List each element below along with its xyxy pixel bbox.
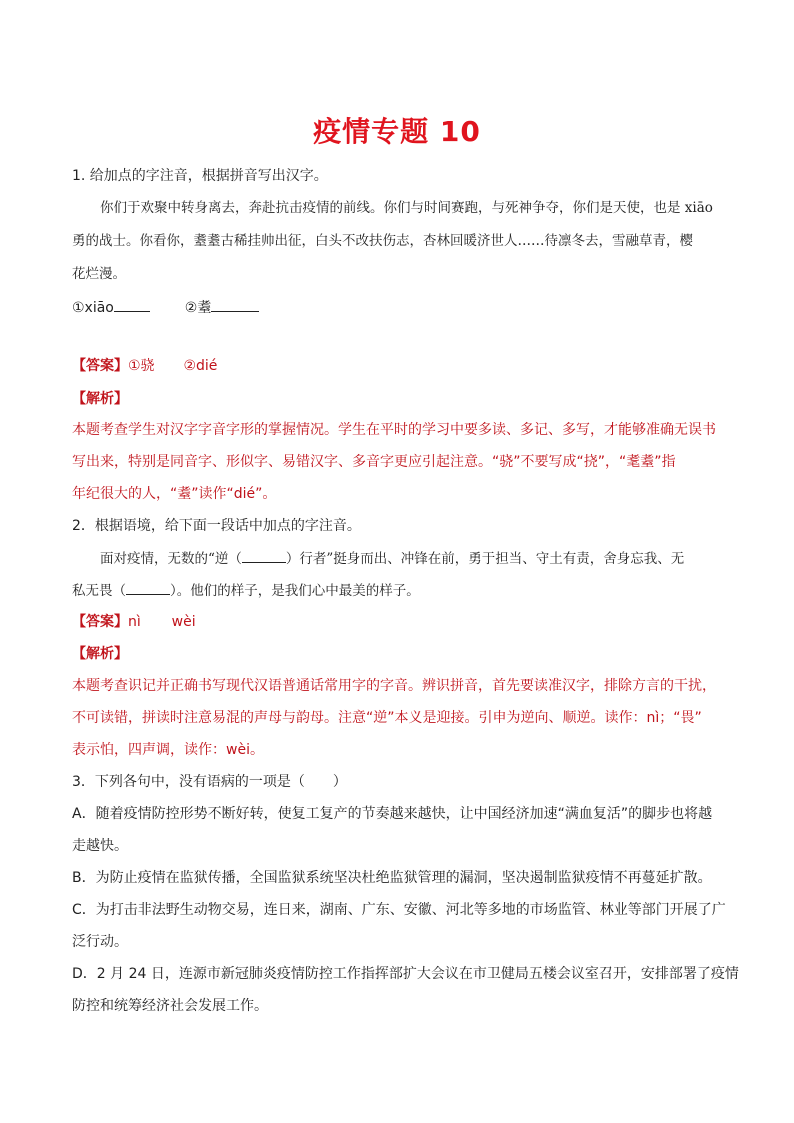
q1-blank1-label: ①xiāo [72, 300, 114, 316]
q2-passage-text: 私无畏（ [72, 583, 126, 599]
q3-option-c-cont: 泛行动。 [72, 934, 128, 950]
analysis-label: 【解析】 [72, 391, 128, 407]
q3-option-a: A．随着疫情防控形势不断好转，使复工复产的节奏越来越快，让中国经济加速“满血复活”的脚步也将越 [72, 806, 713, 822]
answer-label: 【答案】 [72, 614, 128, 630]
q2-passage-text: ）行者”挺身而出、冲锋在前，勇于担当、守土有责，舍身忘我、无 [285, 551, 685, 567]
q2-answer1: nì [128, 614, 141, 630]
q1-answer [72, 356, 217, 376]
q1-passage-line: 你们于欢聚中转身离去，奔赴抗击疫情的前线。你们与时间赛跑，与死神争夺，你们是天使，也是 xiāo [100, 200, 713, 216]
q1-analysis-line: 本题考查学生对汉字字音字形的掌握情况。学生在平时的学习中要多读、多记、多写，才能够准确无误书 [72, 422, 716, 438]
answer-label: 【答案】 [72, 358, 128, 374]
q1-blanks [72, 297, 259, 318]
q1-analysis-line: 写出来，特别是同音字、形似字、易错汉字、多音字更应引起注意。“骁”不要写成“挠”，“耄耋”指 [72, 454, 676, 470]
page-title: 疫情专题 10 [313, 115, 481, 148]
q3-option-d-cont: 防控和统筹经济社会发展工作。 [72, 998, 268, 1014]
q1-blank2-label: ②耋 [184, 300, 212, 316]
analysis-label: 【解析】 [72, 646, 128, 662]
q2-analysis-line: 不可读错，拼读时注意易混的声母与韵母。注意“逆”本义是迎接。引申为逆向、顺逆。读作：nì；“畏” [72, 710, 702, 726]
q2-passage-text: 面对疫情，无数的“逆（ [100, 551, 242, 567]
q3-option-a-cont: 走越快。 [72, 838, 128, 854]
q2-blank2 [126, 580, 170, 595]
q1-blank2 [211, 297, 259, 312]
q2-answer2: wèi [171, 614, 196, 630]
q2-passage-line [100, 548, 684, 569]
q3-option-b: B．为防止疫情在监狱传播，全国监狱系统坚决杜绝监狱管理的漏洞，坚决遏制监狱疫情不再蔓延扩散。 [72, 870, 712, 886]
q1-stem: 1. 给加点的字注音，根据拼音写出汉字。 [72, 168, 328, 184]
q1-blank1 [114, 297, 150, 312]
q1-passage-line: 花烂漫。 [72, 266, 126, 282]
q2-passage-text: ）。他们的样子，是我们心中最美的样子。 [170, 583, 420, 599]
q1-answer2: ②dié [183, 358, 218, 374]
q2-stem: 2．根据语境，给下面一段话中加点的字注音。 [72, 518, 361, 534]
q1-analysis-line: 年纪很大的人，“耋”读作“dié”。 [72, 486, 277, 502]
q2-blank1 [242, 548, 286, 563]
q3-stem: 3．下列各句中，没有语病的一项是（ ） [72, 774, 347, 790]
q3-option-d: D．2 月 24 日，连源市新冠肺炎疫情防控工作指挥部扩大会议在市卫健局五楼会议室召开，安排部署了疫情 [72, 966, 739, 982]
q1-answer1: ①骁 [128, 358, 155, 374]
q1-passage-line: 勇的战士。你看你，耋耋古稀挂帅出征，白头不改扶伤志，杏林回暖济世人……待凛冬去，雪融草青，樱 [72, 233, 693, 249]
q2-answer [72, 612, 196, 632]
q2-analysis-line: 表示怕，四声调，读作：wèi。 [72, 742, 264, 758]
q2-analysis-line: 本题考查识记并正确书写现代汉语普通话常用字的字音。辨识拼音，首先要读准汉字，排除方言的干扰， [72, 678, 716, 694]
q3-option-c: C．为打击非法野生动物交易，连日来，湖南、广东、安徽、河北等多地的市场监管、林业等部门开展了广 [72, 902, 726, 918]
q2-passage-line [72, 580, 420, 601]
